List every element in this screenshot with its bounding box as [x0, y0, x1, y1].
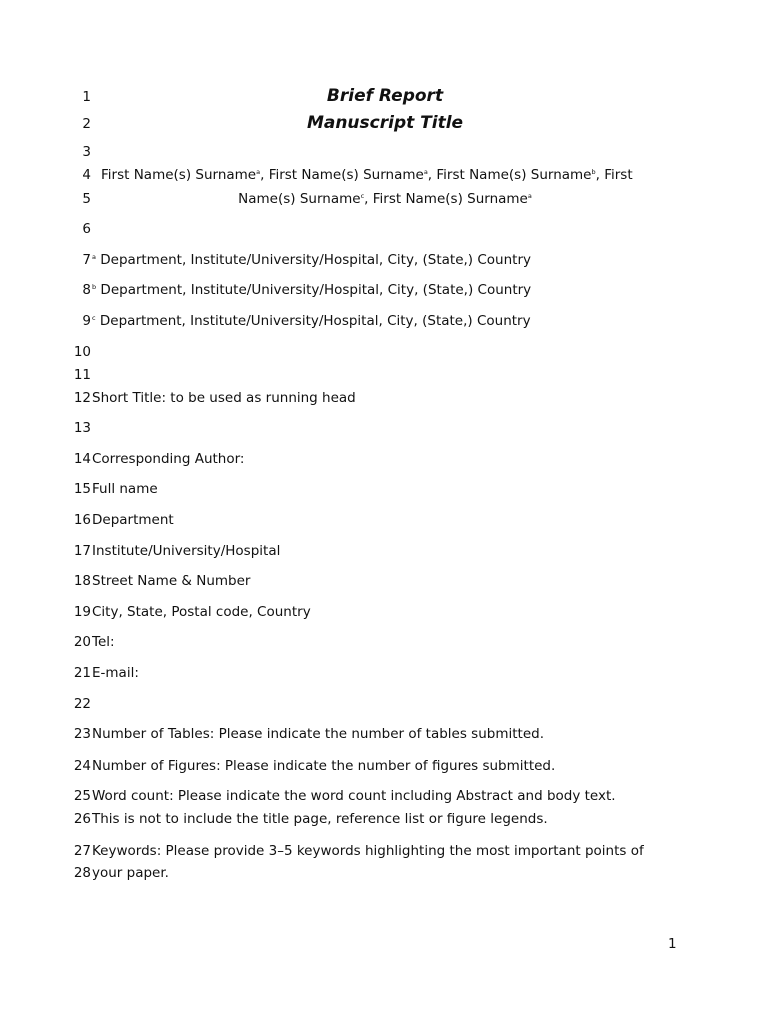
affiliation-text: Department, Institute/University/Hospital, City, (State,) Country — [95, 313, 531, 329]
affiliation-marker: b — [92, 283, 97, 291]
affiliation-marker: b — [591, 168, 596, 176]
line-number: 10 — [73, 344, 91, 360]
line-number: 7 — [82, 252, 91, 268]
line-number: 25 — [73, 788, 91, 804]
line-number: 22 — [73, 696, 91, 712]
line-number: 24 — [73, 758, 91, 774]
tel-field: Tel: — [92, 634, 115, 650]
line-number: 20 — [73, 634, 91, 650]
line-number: 15 — [73, 481, 91, 497]
article-type-text: Brief Report — [326, 86, 444, 106]
line-number: 6 — [82, 221, 91, 237]
affiliation-marker: a — [256, 168, 261, 176]
affiliation-b — [92, 282, 531, 298]
street-field: Street Name & Number — [92, 573, 251, 589]
department-field: Department — [92, 512, 174, 528]
author-name-continued: , First — [595, 167, 633, 183]
line-number: 12 — [73, 390, 91, 406]
line-number: 11 — [73, 367, 91, 383]
line-number: 23 — [73, 726, 91, 742]
author-line-2 — [0, 191, 770, 207]
line-number: 9 — [82, 313, 91, 329]
line-number: 26 — [73, 811, 91, 827]
affiliation-a — [92, 252, 531, 268]
affiliation-marker: c — [360, 192, 365, 200]
affiliation-marker: a — [92, 253, 96, 261]
email-field: E-mail: — [92, 665, 139, 681]
affiliation-marker: c — [92, 314, 96, 322]
line-number: 28 — [73, 865, 91, 881]
author-name: First Name(s) Surname — [101, 167, 257, 183]
line-number: 2 — [82, 116, 91, 132]
word-count-field: Word count: Please indicate the word count including Abstract and body text. — [92, 788, 616, 804]
line-number: 3 — [82, 144, 91, 160]
corresponding-author-heading: Corresponding Author: — [92, 451, 245, 467]
line-number: 13 — [73, 420, 91, 436]
line-number: 1 — [82, 89, 91, 105]
full-name-field: Full name — [92, 481, 158, 497]
number-of-tables-field: Number of Tables: Please indicate the number of tables submitted. — [92, 726, 544, 742]
city-field: City, State, Postal code, Country — [92, 604, 311, 620]
line-number: 21 — [73, 665, 91, 681]
line-number: 18 — [73, 573, 91, 589]
line-number: 16 — [73, 512, 91, 528]
institute-field: Institute/University/Hospital — [92, 543, 281, 559]
line-number: 8 — [82, 282, 91, 298]
line-number: 17 — [73, 543, 91, 559]
number-of-figures-field: Number of Figures: Please indicate the number of figures submitted. — [92, 758, 556, 774]
manuscript-title — [0, 113, 770, 133]
author-name: Name(s) Surname — [238, 191, 361, 207]
affiliation-marker: a — [423, 168, 428, 176]
author-name: , First Name(s) Surname — [364, 191, 528, 207]
manuscript-title-text: Manuscript Title — [306, 113, 464, 133]
affiliation-text: Department, Institute/University/Hospital, City, (State,) Country — [96, 282, 532, 298]
short-title-field: Short Title: to be used as running head — [92, 390, 356, 406]
line-number: 27 — [73, 843, 91, 859]
line-number: 14 — [73, 451, 91, 467]
line-number: 4 — [82, 167, 91, 183]
line-number: 19 — [73, 604, 91, 620]
affiliation-c — [92, 313, 531, 329]
author-line-1 — [101, 167, 633, 183]
article-type-heading — [0, 86, 770, 106]
affiliation-text: Department, Institute/University/Hospital, City, (State,) Country — [95, 252, 531, 268]
word-count-note: This is not to include the title page, reference list or figure legends. — [92, 811, 548, 827]
author-name: , First Name(s) Surname — [260, 167, 424, 183]
line-number: 5 — [82, 191, 91, 207]
keywords-field: Keywords: Please provide 3–5 keywords highlighting the most important points of — [92, 843, 644, 859]
author-name: , First Name(s) Surname — [427, 167, 592, 183]
affiliation-marker: a — [527, 192, 532, 200]
page-number: 1 — [668, 936, 677, 952]
keywords-field-continued: your paper. — [92, 865, 169, 881]
